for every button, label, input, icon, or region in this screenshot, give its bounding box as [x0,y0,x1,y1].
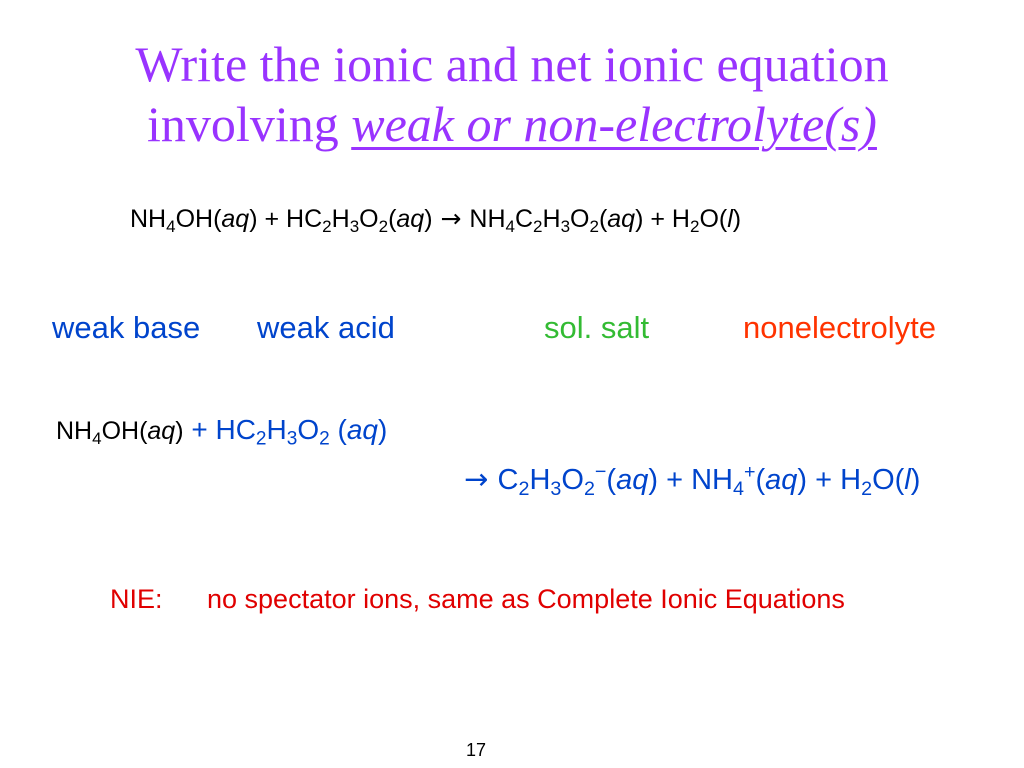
subscript: 4 [505,217,515,237]
label-weak-base: weak base [52,310,201,345]
reactant-base [130,205,258,237]
state-symbol: aq [765,464,798,496]
subscript: 2 [589,217,599,237]
nie-label: NIE: [110,584,163,614]
formula-text: OH( [101,417,148,445]
formula-text: NH [469,205,506,233]
reactant-base [56,417,184,449]
plus-sign: + [183,414,216,445]
formula-text: NH [130,205,167,233]
formula-text: O [570,205,590,233]
product-water [840,464,921,500]
subscript: 2 [319,428,330,450]
title-line-2 [0,94,1024,154]
formula-text: ) [377,414,388,445]
formula-text: ) [635,205,644,233]
ionic-reactants-colored [183,414,388,450]
plus-sign: + [643,205,672,233]
subscript: 2 [861,477,873,500]
formula-text: ) [797,464,808,496]
state-symbol: l [904,464,911,496]
product-water [671,205,742,237]
formula-text: H [529,464,551,496]
nie-text: no spectator ions, same as Complete Ionic Equations [207,584,845,614]
plus-sign: + [658,464,692,496]
label-sol-salt: sol. salt [544,310,650,345]
subscript: 2 [378,217,389,237]
subscript: 3 [349,217,360,237]
state-symbol: aq [221,205,250,233]
ionic-equation-line-1 [56,414,388,450]
slide-title [0,34,1024,154]
state-symbol: aq [616,464,649,496]
formula-text: ) [175,417,184,445]
formula-text: HC [215,414,256,445]
formula-text: H [671,205,690,233]
charge-superscript: − [594,461,607,484]
subscript: 4 [166,217,176,237]
state-symbol: aq [607,205,636,233]
formula-text: O [297,414,320,445]
formula-text: C [497,464,519,496]
formula-text: O( [872,464,905,496]
formula-text: ( [329,414,347,445]
subscript: 4 [92,429,102,449]
title-emphasis: weak or non-electrolyte(s) [351,96,877,152]
page-number: 17 [466,740,487,760]
subscript: 4 [732,477,744,500]
product-acetate-ion [497,461,659,500]
state-symbol: aq [346,414,378,445]
formula-text: C [514,205,534,233]
subscript: 2 [583,477,595,500]
subscript: 3 [560,217,571,237]
reaction-arrow: → [464,462,498,496]
reactant-acid [215,414,388,450]
reactant-acid [286,205,433,237]
charge-superscript: + [743,461,756,484]
formula-text: NH [691,464,733,496]
subscript: 2 [533,217,543,237]
state-symbol: aq [147,417,176,445]
ionic-equation-line-2 [464,461,921,500]
molecular-equation [130,204,742,237]
formula-text: ) [648,464,659,496]
subscript: 2 [518,477,530,500]
formula-text: ( [606,464,617,496]
formula-text: ) [910,464,921,496]
state-symbol: l [727,205,733,233]
formula-text: ( [388,205,397,233]
formula-text: ( [598,205,608,233]
subscript: 3 [550,477,562,500]
subscript: 2 [322,217,332,237]
label-nonelectrolyte: nonelectrolyte [743,310,937,345]
label-weak-acid: weak acid [257,310,395,345]
product-ammonium-ion [691,461,808,500]
formula-text: ( [755,464,766,496]
title-line-2-prefix: involving [147,96,352,152]
formula-text: H [542,205,561,233]
formula-text: H [840,464,862,496]
plus-sign: + [807,464,841,496]
formula-text: O [359,205,379,233]
product-salt [469,205,644,237]
formula-text: HC [286,205,323,233]
title-line-1: Write the ionic and net ionic equation [135,36,889,92]
formula-text: ) [732,205,742,233]
formula-text: H [266,414,287,445]
subscript: 3 [286,428,298,450]
subscript: 2 [255,428,267,450]
formula-text: NH [56,417,93,445]
subscript: 2 [689,217,700,237]
plus-sign: + [257,205,287,233]
formula-text: H [331,205,350,233]
formula-text: O [561,464,584,496]
reaction-arrow: → [432,204,470,233]
state-symbol: aq [396,205,425,233]
formula-text: ) [249,205,258,233]
formula-text: OH( [175,205,222,233]
formula-text: ) [424,205,433,233]
formula-text: O( [699,205,728,233]
